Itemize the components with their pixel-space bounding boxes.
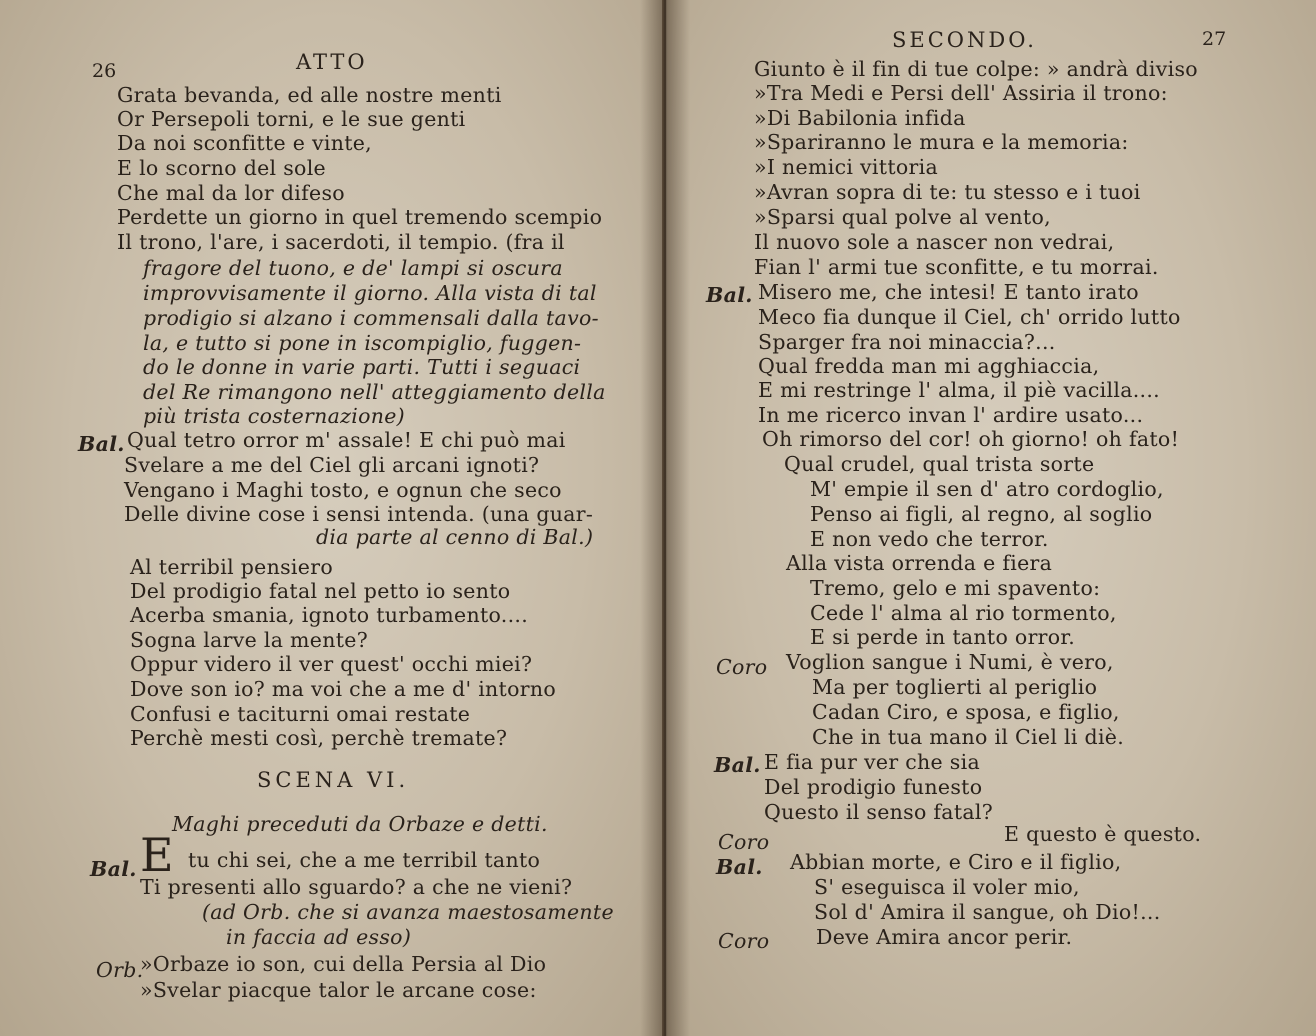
speaker-label: Bal. <box>706 283 753 307</box>
speaker-label: Coro <box>718 929 770 953</box>
verse-line: Che in tua mano il Ciel li diè. <box>812 725 1125 749</box>
verse-line: In me ricerco invan l' ardire usato... <box>758 403 1144 427</box>
speaker-label: Bal. <box>78 432 125 456</box>
verse-line: M' empie il sen d' atro cordoglio, <box>810 477 1164 501</box>
verse-line: Misero me, che intesi! E tanto irato <box>758 280 1139 304</box>
verse-line: Dove son io? ma voi che a me d' intorno <box>130 677 556 701</box>
verse-line: Grata bevanda, ed alle nostre menti <box>117 83 502 107</box>
verse-line: Del prodigio fatal nel petto io sento <box>130 579 511 603</box>
verse-line: Perchè mesti così, perchè tremate? <box>130 726 508 750</box>
running-head: ATTO <box>296 50 368 74</box>
verse-line: Del prodigio funesto <box>764 775 983 799</box>
speaker-label: Bal. <box>714 753 761 777</box>
verse-line: Sol d' Amira il sangue, oh Dio!... <box>814 900 1161 924</box>
verse-line: Ti presenti allo sguardo? a che ne vieni? <box>140 875 573 899</box>
stage-direction: la, e tutto si pone in iscompiglio, fuggen- <box>143 331 582 355</box>
page-number: 26 <box>92 60 117 82</box>
verse-line: Oh rimorso del cor! oh giorno! oh fato! <box>762 427 1180 451</box>
verse-line: Perdette un giorno in quel tremendo scempio <box>117 205 603 229</box>
verse-line: E lo scorno del sole <box>117 156 326 180</box>
stage-direction: in faccia ad esso) <box>226 925 412 949</box>
verse-line: »I nemici vittoria <box>754 155 938 179</box>
verse-line: »Avran sopra di te: tu stesso e i tuoi <box>754 180 1141 204</box>
verse-line: Alla vista orrenda e fiera <box>786 551 1053 575</box>
verse-line: Svelare a me del Ciel gli arcani ignoti? <box>124 453 540 477</box>
verse-line: Acerba smania, ignoto turbamento.... <box>130 603 529 627</box>
verse-line: Confusi e taciturni omai restate <box>130 702 471 726</box>
verse-line: Voglion sangue i Numi, è vero, <box>786 650 1114 674</box>
speaker-label: Coro <box>716 655 768 679</box>
stage-direction: (ad Orb. che si avanza maestosamente <box>202 900 614 924</box>
stage-direction: più trista costernazione) <box>143 404 405 428</box>
drop-cap: E <box>140 828 174 882</box>
verse-line: Sparger fra noi minaccia?... <box>758 330 1056 354</box>
speaker-label: Bal. <box>90 857 137 881</box>
verse-line: Tremo, gelo e mi spavento: <box>810 576 1101 600</box>
verse-line: »Orbaze io son, cui della Persia al Dio <box>140 952 547 976</box>
verse-line: S' eseguisca il voler mio, <box>814 875 1080 899</box>
verse-line: »Svelar piacque talor le arcane cose: <box>140 978 537 1002</box>
scene-title: SCENA VI. <box>257 768 410 792</box>
stage-direction: del Re rimangono nell' atteggiamento della <box>143 380 606 404</box>
verse-line: Meco fia dunque il Ciel, ch' orrido lutto <box>758 305 1181 329</box>
verse-line: Deve Amira ancor perir. <box>816 925 1073 949</box>
verse-line: E mi restringe l' alma, il piè vacilla.... <box>758 378 1160 402</box>
verse-line: Cadan Ciro, e sposa, e figlio, <box>812 700 1120 724</box>
verse-line: E fia pur ver che sia <box>764 750 980 774</box>
verse-line: Che mal da lor difeso <box>117 181 345 205</box>
stage-direction: prodigio si alzano i commensali dalla tavo- <box>143 306 599 330</box>
verse-line: Delle divine cose i sensi intenda. (una guar- <box>124 502 594 526</box>
speaker-label: Bal. <box>716 855 763 879</box>
running-head: SECONDO. <box>892 28 1037 52</box>
verse-line: Oppur videro il ver quest' occhi miei? <box>130 652 533 676</box>
verse-line: Sogna larve la mente? <box>130 628 368 652</box>
stage-direction: improvvisamente il giorno. Alla vista di tal <box>143 281 597 305</box>
verse-line: E non vedo che terror. <box>810 527 1049 551</box>
stage-direction: fragore del tuono, e de' lampi si oscura <box>143 256 563 280</box>
stage-direction: dia parte al cenno di Bal.) <box>316 525 594 549</box>
verse-line: Qual fredda man mi agghiaccia, <box>758 354 1100 378</box>
stage-direction: do le donne in varie parti. Tutti i seguaci <box>143 355 581 379</box>
verse-line: Qual tetro orror m' assale! E chi può mai <box>127 428 566 452</box>
verse-line: Vengano i Maghi tosto, e ognun che seco <box>124 478 562 502</box>
verse-line: »Spariranno le mura e la memoria: <box>754 130 1129 154</box>
page-number: 27 <box>1202 28 1227 50</box>
verse-line: »Tra Medi e Persi dell' Assiria il trono: <box>754 81 1168 105</box>
verse-line: Ma per toglierti al periglio <box>812 675 1098 699</box>
speaker-label: Coro <box>718 830 770 854</box>
verse-line: Al terribil pensiero <box>130 555 333 579</box>
verse-line: Penso ai figli, al regno, al soglio <box>810 502 1153 526</box>
verse-line: Il trono, l'are, i sacerdoti, il tempio. (fra il <box>117 230 565 254</box>
verse-line: Abbian morte, e Ciro e il figlio, <box>790 850 1122 874</box>
verse-line: E si perde in tanto orror. <box>810 625 1076 649</box>
verse-line: Giunto è il fin di tue colpe: » andrà diviso <box>754 57 1198 81</box>
verse-line: Qual crudel, qual trista sorte <box>784 452 1095 476</box>
verse-line: »Sparsi qual polve al vento, <box>754 205 1051 229</box>
verse-line: Fian l' armi tue sconfitte, e tu morrai. <box>754 255 1159 279</box>
verse-line: tu chi sei, che a me terribil tanto <box>188 848 541 872</box>
speaker-label: Orb. <box>96 958 144 982</box>
verse-line: Questo il senso fatal? <box>764 800 994 824</box>
verse-line: E questo è questo. <box>1004 822 1202 846</box>
verse-line: Or Persepoli torni, e le sue genti <box>117 107 466 131</box>
verse-line: Cede l' alma al rio tormento, <box>810 601 1117 625</box>
verse-line: »Di Babilonia infida <box>754 106 966 130</box>
scene-subtitle: Maghi preceduti da Orbaze e detti. <box>172 812 548 836</box>
verse-line: Da noi sconfitte e vinte, <box>117 131 372 155</box>
right-page <box>666 0 1316 1036</box>
verse-line: Il nuovo sole a nascer non vedrai, <box>754 230 1115 254</box>
